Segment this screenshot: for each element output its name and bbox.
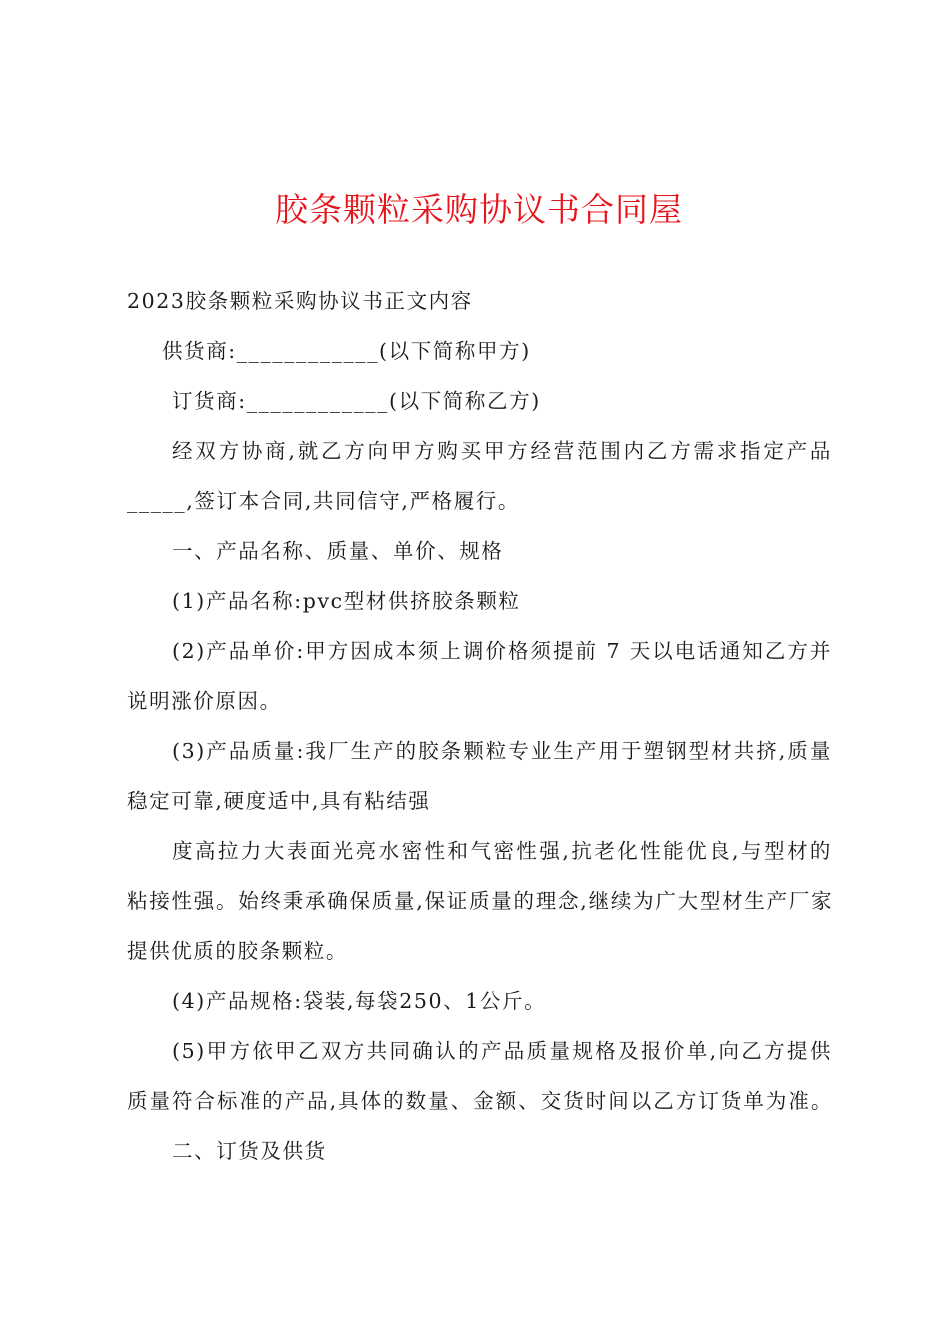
intro-line: 2023胶条颗粒采购协议书正文内容 bbox=[127, 289, 473, 313]
clause-line: 稳定可靠,硬度适中,具有粘结强 bbox=[127, 789, 431, 813]
section-heading: 一、产品名称、质量、单价、规格 bbox=[172, 539, 504, 563]
paragraph-line: _____,签订本合同,共同信守,严格履行。 bbox=[127, 489, 520, 513]
paragraph-line: 经双方协商,就乙方向甲方购买甲方经营范围内乙方需求指定产品 bbox=[172, 439, 832, 463]
clause-line: (3)产品质量:我厂生产的胶条颗粒专业生产用于塑钢型材共挤,质量 bbox=[172, 739, 832, 763]
clause-line: 度高拉力大表面光亮水密性和气密性强,抗老化性能优良,与型材的 bbox=[172, 839, 832, 863]
clause-line: 粘接性强。始终秉承确保质量,保证质量的理念,继续为广大型材生产厂家 bbox=[127, 889, 832, 913]
clause-line: (1)产品名称:pvc型材供挤胶条颗粒 bbox=[172, 589, 521, 613]
supplier-line: 供货商:____________(以下简称甲方) bbox=[162, 339, 531, 363]
clause-line: (2)产品单价:甲方因成本须上调价格须提前 7 天以电话通知乙方并 bbox=[172, 639, 832, 663]
clause-line: (5)甲方依甲乙双方共同确认的产品质量规格及报价单,向乙方提供 bbox=[172, 1039, 832, 1063]
clause-line: (4)产品规格:袋装,每袋250、1公斤。 bbox=[172, 989, 547, 1013]
clause-line: 说明涨价原因。 bbox=[127, 689, 282, 713]
clause-line: 质量符合标准的产品,具体的数量、金额、交货时间以乙方订货单为准。 bbox=[127, 1089, 832, 1113]
buyer-line: 订货商:____________(以下简称乙方) bbox=[172, 389, 541, 413]
document-title: 胶条颗粒采购协议书合同屋 bbox=[275, 190, 683, 229]
section-heading: 二、订货及供货 bbox=[172, 1139, 327, 1163]
clause-line: 提供优质的胶条颗粒。 bbox=[127, 939, 348, 963]
